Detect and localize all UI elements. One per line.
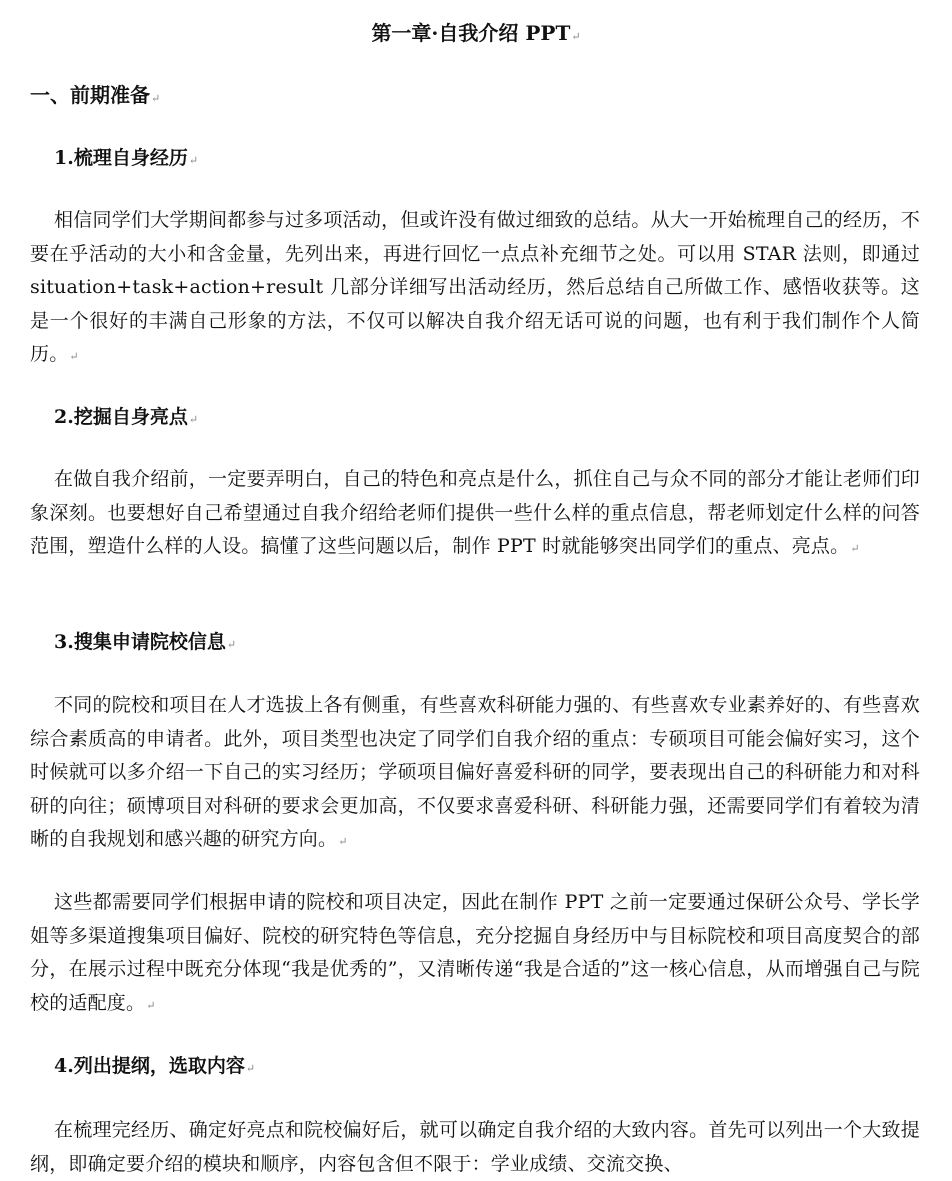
paragraph-mark-icon: ↵ — [850, 542, 860, 556]
paragraph-mark-icon: ↵ — [188, 413, 199, 426]
paragraph-mark-icon: ↵ — [245, 1062, 256, 1075]
paragraph-mark-icon: ↵ — [338, 835, 348, 849]
paragraph-mark-icon: ↵ — [226, 638, 237, 651]
paragraph-highlights — [30, 463, 920, 566]
subheading-text: 1.梳理自身经历 — [54, 147, 188, 169]
subheading-experience — [54, 143, 198, 176]
paragraph-text: 在梳理完经历、确定好亮点和院校偏好后，就可以确定自我介绍的大致内容。首先可以列出一个大致提纲，即确定要介绍的模块和顺序，内容包含但不限于：学业成绩、交流交换、 — [30, 1119, 920, 1175]
paragraph-text: 相信同学们大学期间都参与过多项活动，但或许没有做过细致的总结。从大一开始梳理自己的经历，不要在乎活动的大小和含金量，先列出来，再进行回忆一点点补充细节之处。可以用 STAR 法则，即通过 situation+task+action+result 几部分详细写出活动经历，然后总结自己所做工作、感悟收获等。这是一个很好的丰满自己形象的方法，不仅可以解决自我介绍无话可说的问题，也有利于我们制作个人简历。 — [30, 209, 920, 366]
subheading-text: 2.挖掘自身亮点 — [54, 406, 188, 428]
section-heading-preparation — [30, 80, 160, 114]
subheading-school-info — [54, 627, 236, 660]
subheading-text: 3.搜集申请院校信息 — [54, 631, 226, 653]
subheading-highlights — [54, 402, 198, 435]
paragraph-text: 在做自我介绍前，一定要弄明白，自己的特色和亮点是什么，抓住自己与众不同的部分才能让老师们印象深刻。也要想好自己希望通过自我介绍给老师们提供一些什么样的重点信息，帮老师划定什么样的问答范围，塑造什么样的人设。搞懂了这些问题以后，制作 PPT 时就能够突出同学们的重点、亮点。 — [30, 468, 920, 558]
paragraph-mark-icon: ↵ — [146, 998, 156, 1012]
section-heading-text: 一、前期准备 — [30, 83, 150, 107]
paragraph-school-preferences — [30, 689, 920, 859]
paragraph-mark-icon: ↵ — [188, 154, 199, 167]
paragraph-school-research — [30, 886, 920, 1022]
paragraph-mark-icon: ↵ — [69, 350, 79, 364]
paragraph-experience — [30, 204, 920, 374]
paragraph-mark-icon: ↵ — [151, 92, 161, 105]
paragraph-text: 这些都需要同学们根据申请的院校和项目决定，因此在制作 PPT 之前一定要通过保研公众号、学长学姐等多渠道搜集项目偏好、院校的研究特色等信息，充分挖掘自身经历中与目标院校和项目高度契合的部分，在展示过程中既充分体现“我是优秀的”，又清晰传递“我是合适的”这一核心信息，从而增强自己与院校的适配度。 — [30, 891, 920, 1014]
subheading-text: 4.列出提纲，选取内容 — [54, 1055, 245, 1077]
paragraph-mark-icon: ↵ — [571, 30, 581, 43]
paragraph-text: 不同的院校和项目在人才选拔上各有侧重，有些喜欢科研能力强的、有些喜欢专业素养好的、有些喜欢综合素质高的申请者。此外，项目类型也决定了同学们自我介绍的重点：专硕项目可能会偏好实习，这个时候就可以多介绍一下自己的实习经历；学硕项目偏好喜爱科研的同学，要表现出自己的科研能力和对科研的向往；硕博项目对科研的要求会更加高，不仅要求喜爱科研、科研能力强，还需要同学们有着较为清晰的自我规划和感兴趣的研究方向。 — [30, 694, 920, 851]
paragraph-outline — [30, 1114, 920, 1181]
chapter-title-text: 第一章·自我介绍 PPT — [371, 21, 571, 45]
chapter-title — [0, 18, 952, 52]
subheading-outline — [54, 1051, 255, 1084]
